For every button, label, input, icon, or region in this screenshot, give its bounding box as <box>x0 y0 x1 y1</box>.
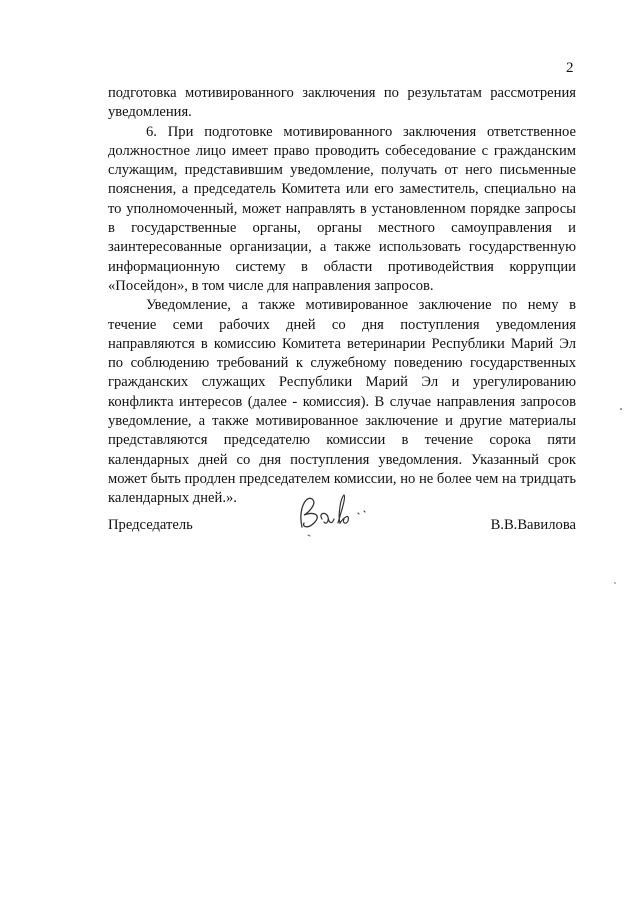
signatory-name: В.В.Вавилова <box>490 517 576 533</box>
document-body <box>108 84 576 509</box>
handwritten-signature <box>288 489 378 537</box>
paragraph-notification: Уведомление, а также мотивированное заключение по нему в течение семи рабочих дней со дня поступления уведомления направляются в комиссию Комитета ветеринарии Республики Марий Эл по соблюдению требований к служебному поведению государственных гражданских служащих Республики Марий Эл и урегулированию конфликта интересов (далее - комиссия). В случае направления запросов уведомление, а также мотивированное заключение и другие материалы представляются председателю комиссии в течение сорока пяти календарных дней со дня поступления уведомления. Указанный срок может быть продлен председателем комиссии, но не более чем на тридцать календарных дней.». <box>108 297 576 507</box>
signatory-title: Председатель <box>108 517 193 533</box>
scan-speck <box>614 582 616 584</box>
paragraph-continuation: подготовка мотивированного заключения по результатам рассмотрения уведомления. <box>108 85 576 121</box>
signature-block <box>108 511 576 551</box>
scan-speck <box>620 408 622 410</box>
paragraph-item-6: 6. При подготовке мотивированного заключения ответственное должностное лицо имеет право проводить собеседование с гражданским служащим, представившим уведомление, получать от него письменные пояснения, а председатель Комитета или его заместитель, специально на то уполномоченный, может направлять в установленном порядке запросы в государственные органы, органы местного самоуправления и заинтересованные организации, а также использовать государственную информационную систему в области противодействия коррупции «Посейдон», в том числе для направления запросов. <box>108 123 576 294</box>
page-number: 2 <box>566 60 574 76</box>
